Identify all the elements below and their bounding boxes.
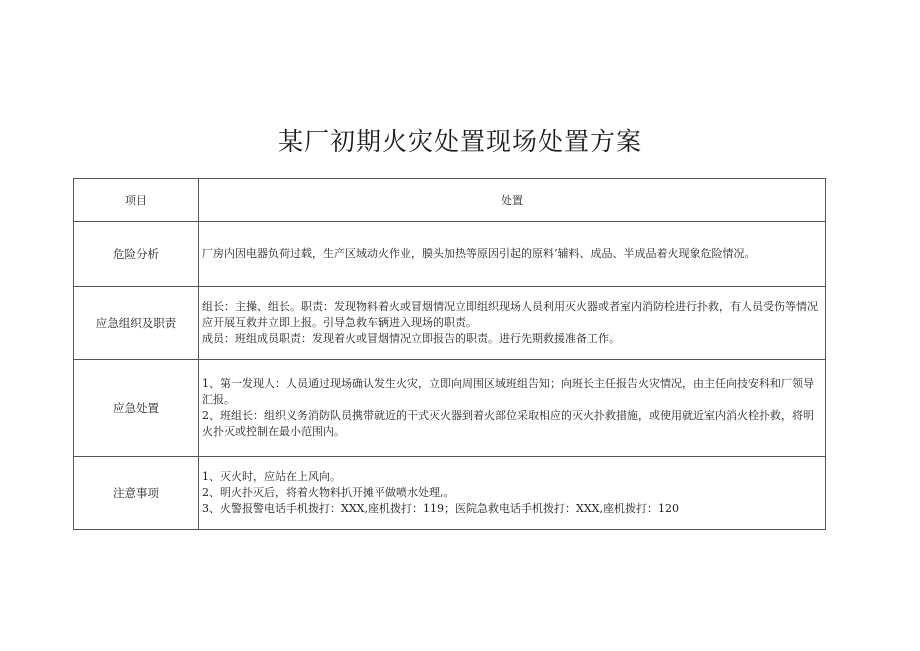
disposal-plan-table <box>73 178 826 530</box>
content-line: 厂房内因电器负荷过载，生产区域动火作业，膜头加热等原因引起的原料’辅料、成品、半成品着火现象危险情况。 <box>202 247 756 260</box>
table-row <box>74 457 826 530</box>
row-label: 应急组织及职责 <box>74 287 199 360</box>
row-content <box>199 457 826 530</box>
row-label: 危险分析 <box>74 222 199 287</box>
content-line: 成员：班组成员职责：发现着火或冒烟情况立即报告的职责。进行先期救援准备工作。 <box>202 332 620 345</box>
row-content <box>199 222 826 287</box>
header-item: 项目 <box>74 179 199 222</box>
content-line: 2、明火扑灭后，将着火物料扒开摊平做喷水处理,。 <box>202 486 455 499</box>
table-row <box>74 222 826 287</box>
row-content <box>199 287 826 360</box>
content-line: 2、班组长：组织义务消防队员携带就近的干式灭火器到着火部位采取相应的灭火扑救措施，或使用就近室内消火栓扑救，将明火扑灭或控制在最小范围内。 <box>202 409 814 438</box>
table-header-row <box>74 179 826 222</box>
row-label: 注意事项 <box>74 457 199 530</box>
content-line: 组长：主操、组长。职责：发现物料着火或冒烟情况立即组织现场人员利用灭火器或者室内消防栓进行扑救，有人员受伤等情况应开展互救并立即上报。引导急救车辆进入现场的职责。 <box>202 300 818 329</box>
content-line: 1、灭火时，应站在上风向。 <box>202 470 341 483</box>
table-row <box>74 287 826 360</box>
header-disposal: 处置 <box>199 179 826 222</box>
row-content <box>199 360 826 457</box>
content-line: 3、火警报警电话手机拨打：XXX,座机拨打：119；医院急救电话手机拨打：XXX,座机拨打：120 <box>202 502 679 515</box>
content-line: 1、第一发现人：人员通过现场确认发生火灾，立即向周围区域班组告知；向班长主任报告火灾情况，由主任向技安科和厂领导汇报。 <box>202 377 814 406</box>
document-title: 某厂初期火灾处置现场处置方案 <box>277 127 642 156</box>
row-label: 应急处置 <box>74 360 199 457</box>
table-row <box>74 360 826 457</box>
